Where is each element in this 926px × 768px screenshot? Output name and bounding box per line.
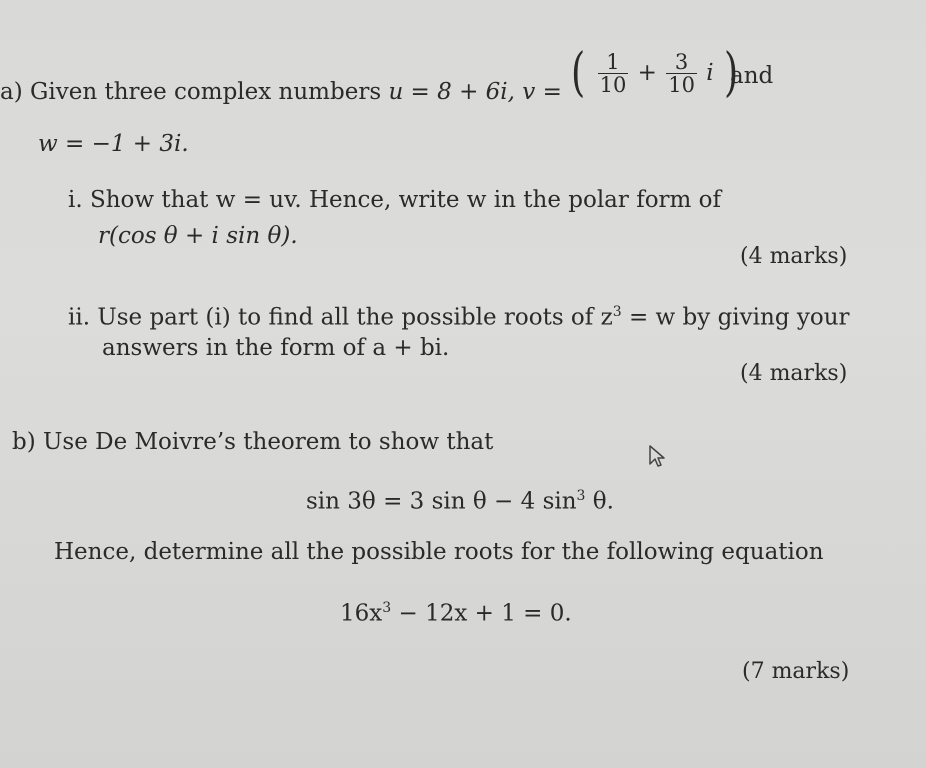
sub-i-label: i. xyxy=(68,187,83,213)
trig-identity: sin 3θ = 3 sin θ − 4 $\sin^3 \theta$. xyxy=(306,488,614,515)
cubic-equation: $16x^3 - 12x + 1 = 0$. xyxy=(340,600,572,627)
sub-i-marks: (4 marks) xyxy=(740,244,848,269)
right-paren: ) xyxy=(724,43,739,103)
part-b-marks: (7 marks) xyxy=(742,659,850,684)
and-word: and xyxy=(730,63,774,89)
sub-ii-text-post: = w by giving your xyxy=(621,304,850,331)
v-expression xyxy=(568,43,741,103)
left-paren: ( xyxy=(571,43,586,103)
part-a-intro: Given three complex numbers xyxy=(30,79,382,105)
part-b-label: b) xyxy=(12,429,36,455)
sub-ii-line-2: answers in the form of a + bi. xyxy=(102,335,450,361)
w-expression: w = −1 + 3i. xyxy=(38,131,189,157)
part-b-text: Use De Moivre’s theorem to show that xyxy=(43,429,494,455)
sub-ii-label: ii. xyxy=(68,304,91,331)
fraction-one-tenth: $\frac{1}{10}$ xyxy=(599,49,627,97)
sub-ii-text-pre: Use part (i) to find all the possible roots of z xyxy=(97,304,613,331)
identity-exponent: 3 xyxy=(576,488,586,504)
part-b-line-1 xyxy=(12,428,493,456)
part-a-line-1 xyxy=(0,78,562,106)
mouse-cursor-icon xyxy=(648,444,666,468)
sub-ii-exponent: 3 xyxy=(612,304,622,320)
plus-sign: + xyxy=(637,60,657,86)
sub-i-line-1 xyxy=(68,186,721,214)
sub-i-text: Show that w = uv. Hence, write w in the polar form of xyxy=(89,187,722,213)
sub-ii-line-1 xyxy=(68,298,850,332)
part-a-label: a) xyxy=(0,79,23,105)
sub-ii-marks: (4 marks) xyxy=(740,361,848,386)
sub-i-line-2: r(cos θ + i sin θ). xyxy=(98,223,298,249)
part-b-line-2: Hence, determine all the possible roots for the following equation xyxy=(54,539,824,565)
imaginary-unit: i xyxy=(706,60,714,86)
equation-exponent: 3 xyxy=(382,600,392,616)
u-expression: u = 8 + 6i, v = xyxy=(388,79,562,105)
fraction-three-tenths: $\frac{3}{10}$ xyxy=(668,49,695,97)
